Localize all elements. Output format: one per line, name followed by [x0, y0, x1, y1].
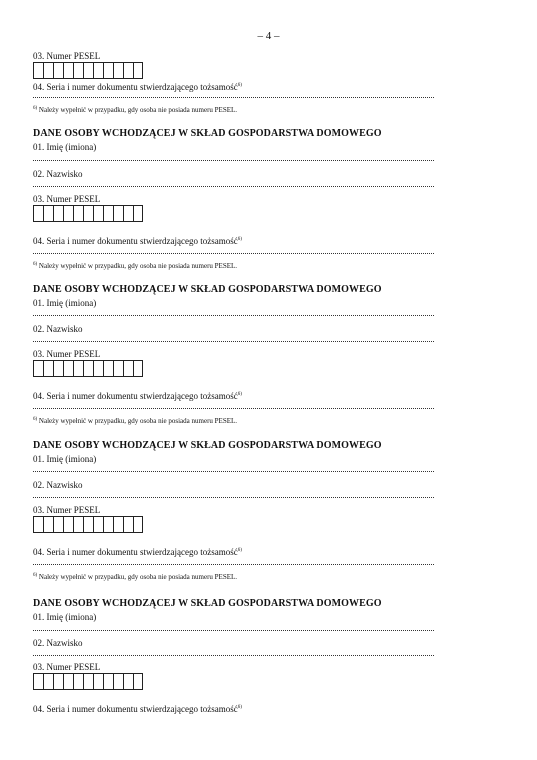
- footnote-reference: 6): [237, 705, 242, 710]
- pesel-cell[interactable]: [43, 62, 53, 79]
- footnote-reference: 6): [237, 548, 242, 553]
- pesel-label: 03. Numer PESEL: [33, 505, 101, 515]
- surname-label: 02. Nazwisko: [33, 480, 83, 490]
- pesel-cell[interactable]: [73, 205, 83, 222]
- pesel-label: 03. Numer PESEL: [33, 349, 101, 359]
- pesel-cell[interactable]: [93, 516, 103, 533]
- pesel-grid[interactable]: [33, 62, 143, 79]
- pesel-cell[interactable]: [103, 673, 113, 690]
- pesel-cell[interactable]: [73, 673, 83, 690]
- pesel-label: 03. Numer PESEL: [33, 194, 101, 204]
- identity-document-label: 04. Seria i numer dokumentu stwierdzającego tożsamość$^{6)}$: [33, 236, 242, 246]
- pesel-cell[interactable]: [83, 360, 93, 377]
- pesel-cell[interactable]: [43, 360, 53, 377]
- identity-document-field[interactable]: [33, 404, 434, 409]
- pesel-cell[interactable]: [103, 516, 113, 533]
- pesel-cell[interactable]: [43, 205, 53, 222]
- first-name-label: 01. Imię (imiona): [33, 298, 97, 308]
- pesel-cell[interactable]: [133, 360, 143, 377]
- identity-document-label: 04. Seria i numer dokumentu stwierdzającego tożsamość$^{6)}$: [33, 82, 242, 92]
- section-heading: DANE OSOBY WCHODZĄCEJ W SKŁAD GOSPODARSTWA DOMOWEGO: [33, 128, 382, 139]
- pesel-cell[interactable]: [113, 62, 123, 79]
- pesel-cell[interactable]: [33, 673, 43, 690]
- first-name-field[interactable]: [33, 467, 434, 472]
- pesel-cell[interactable]: [113, 516, 123, 533]
- pesel-grid[interactable]: [33, 673, 143, 690]
- pesel-cell[interactable]: [63, 516, 73, 533]
- section-heading: DANE OSOBY WCHODZĄCEJ W SKŁAD GOSPODARSTWA DOMOWEGO: [33, 598, 382, 609]
- pesel-cell[interactable]: [33, 360, 43, 377]
- first-name-label: 01. Imię (imiona): [33, 142, 97, 152]
- pesel-cell[interactable]: [83, 516, 93, 533]
- section-heading: DANE OSOBY WCHODZĄCEJ W SKŁAD GOSPODARSTWA DOMOWEGO: [33, 284, 382, 295]
- pesel-cell[interactable]: [53, 360, 63, 377]
- surname-field[interactable]: [33, 182, 434, 187]
- footnote-reference: 6): [237, 83, 242, 88]
- pesel-cell[interactable]: [123, 516, 133, 533]
- footnote: $^{6)}$ Należy wypełnić w przypadku, gdy osoba nie posiada numeru PESEL.: [33, 106, 238, 114]
- pesel-cell[interactable]: [83, 673, 93, 690]
- pesel-cell[interactable]: [53, 62, 63, 79]
- identity-document-field[interactable]: [33, 560, 434, 565]
- pesel-cell[interactable]: [93, 62, 103, 79]
- pesel-cell[interactable]: [33, 62, 43, 79]
- page-number: – 4 –: [257, 30, 280, 42]
- pesel-cell[interactable]: [113, 360, 123, 377]
- pesel-grid[interactable]: [33, 205, 143, 222]
- pesel-cell[interactable]: [53, 205, 63, 222]
- pesel-cell[interactable]: [113, 673, 123, 690]
- surname-label: 02. Nazwisko: [33, 324, 83, 334]
- surname-field[interactable]: [33, 493, 434, 498]
- pesel-cell[interactable]: [103, 62, 113, 79]
- identity-document-field[interactable]: [33, 93, 434, 98]
- pesel-cell[interactable]: [63, 673, 73, 690]
- pesel-cell[interactable]: [93, 205, 103, 222]
- pesel-cell[interactable]: [93, 673, 103, 690]
- pesel-cell[interactable]: [83, 205, 93, 222]
- pesel-cell[interactable]: [83, 62, 93, 79]
- pesel-cell[interactable]: [53, 516, 63, 533]
- pesel-cell[interactable]: [63, 360, 73, 377]
- pesel-label: 03. Numer PESEL: [33, 662, 101, 672]
- identity-document-field[interactable]: [33, 249, 434, 254]
- first-name-label: 01. Imię (imiona): [33, 612, 97, 622]
- pesel-label: 03. Numer PESEL: [33, 51, 101, 61]
- pesel-cell[interactable]: [123, 205, 133, 222]
- identity-document-label: 04. Seria i numer dokumentu stwierdzającego tożsamość$^{6)}$: [33, 391, 242, 401]
- surname-field[interactable]: [33, 651, 434, 656]
- pesel-cell[interactable]: [133, 62, 143, 79]
- footnote-reference: 6): [237, 237, 242, 242]
- identity-document-label: 04. Seria i numer dokumentu stwierdzającego tożsamość$^{6)}$: [33, 704, 242, 714]
- identity-document-label: 04. Seria i numer dokumentu stwierdzającego tożsamość$^{6)}$: [33, 547, 242, 557]
- surname-label: 02. Nazwisko: [33, 169, 83, 179]
- pesel-grid[interactable]: [33, 516, 143, 533]
- pesel-cell[interactable]: [73, 62, 83, 79]
- pesel-grid[interactable]: [33, 360, 143, 377]
- surname-label: 02. Nazwisko: [33, 638, 83, 648]
- pesel-cell[interactable]: [73, 516, 83, 533]
- footnote-reference: 6): [237, 392, 242, 397]
- pesel-cell[interactable]: [113, 205, 123, 222]
- pesel-cell[interactable]: [133, 205, 143, 222]
- pesel-cell[interactable]: [33, 205, 43, 222]
- pesel-cell[interactable]: [133, 516, 143, 533]
- footnote: $^{6)}$ Należy wypełnić w przypadku, gdy osoba nie posiada numeru PESEL.: [33, 417, 238, 425]
- pesel-cell[interactable]: [103, 360, 113, 377]
- footnote: $^{6)}$ Należy wypełnić w przypadku, gdy osoba nie posiada numeru PESEL.: [33, 262, 238, 270]
- pesel-cell[interactable]: [43, 516, 53, 533]
- pesel-cell[interactable]: [123, 673, 133, 690]
- pesel-cell[interactable]: [123, 62, 133, 79]
- pesel-cell[interactable]: [123, 360, 133, 377]
- pesel-cell[interactable]: [63, 62, 73, 79]
- pesel-cell[interactable]: [93, 360, 103, 377]
- first-name-field[interactable]: [33, 156, 434, 161]
- pesel-cell[interactable]: [43, 673, 53, 690]
- pesel-cell[interactable]: [53, 673, 63, 690]
- surname-field[interactable]: [33, 337, 434, 342]
- section-heading: DANE OSOBY WCHODZĄCEJ W SKŁAD GOSPODARSTWA DOMOWEGO: [33, 440, 382, 451]
- first-name-field[interactable]: [33, 626, 434, 631]
- pesel-cell[interactable]: [63, 205, 73, 222]
- first-name-label: 01. Imię (imiona): [33, 454, 97, 464]
- pesel-cell[interactable]: [33, 516, 43, 533]
- first-name-field[interactable]: [33, 311, 434, 316]
- pesel-cell[interactable]: [133, 673, 143, 690]
- pesel-cell[interactable]: [103, 205, 113, 222]
- footnote: $^{6)}$ Należy wypełnić w przypadku, gdy osoba nie posiada numeru PESEL.: [33, 573, 238, 581]
- pesel-cell[interactable]: [73, 360, 83, 377]
